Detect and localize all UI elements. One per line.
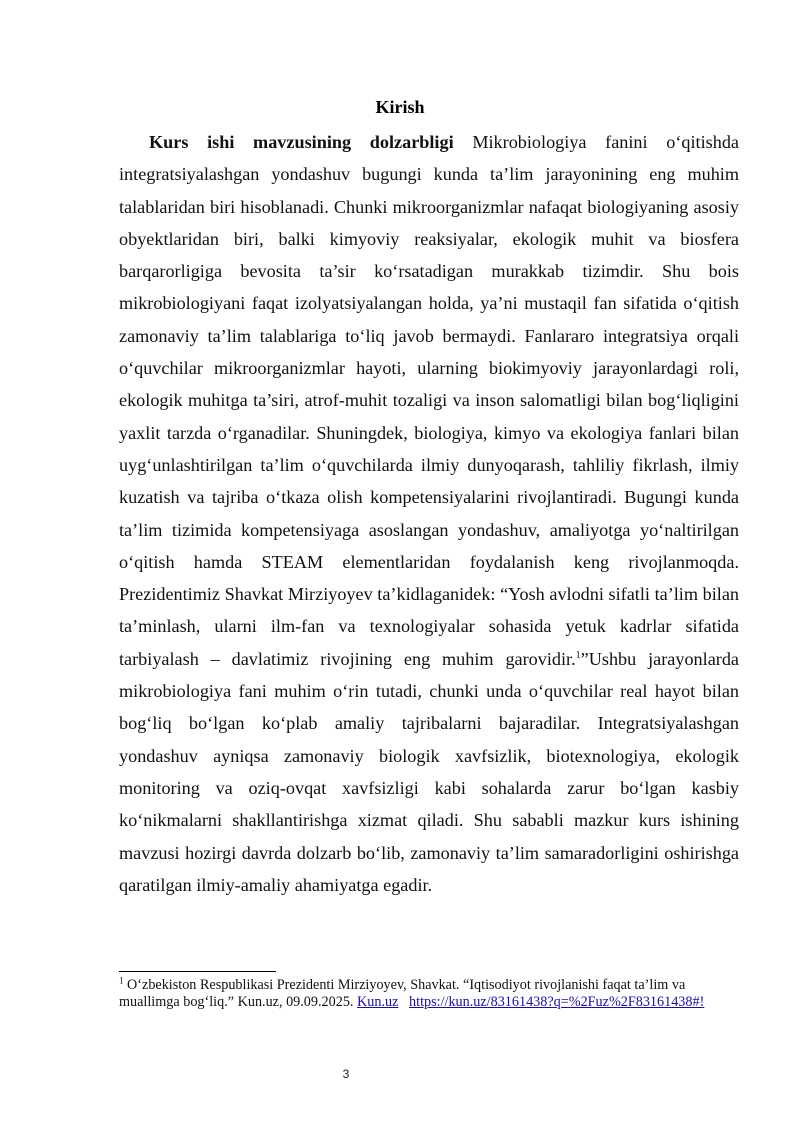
footnote-text: O‘zbekiston Respublikasi Prezidenti Mirziyoyev, Shavkat. “Iqtisodiyot rivojlanishi faqat ta’lim va muallimga bog‘liq.” Kun.uz, 09.09.2025. bbox=[119, 977, 686, 1010]
footnote-link-kun[interactable]: Kun.uz bbox=[357, 994, 399, 1010]
intro-paragraph bbox=[119, 126, 739, 901]
footnote bbox=[119, 977, 739, 1011]
section-heading: Kirish bbox=[375, 97, 425, 117]
paragraph-text-part1: Mikrobiologiya fanini o‘qitishda integratsiyalashgan yondashuv bugungi kunda ta’lim jarayonining eng muhim talablaridan biri hisoblanadi. Chunki mikroorganizmlar nafaqat biologiyaning asosiy obyektlaridan biri, balki kimyoviy reaksiyalar, ekologik muhit va biosfera barqarorligiga bevosita ta’sir ko‘rsatadigan murakkab tizimdir. Shu bois mikrobiologiyani faqat izolyatsiyalangan holda, ya’ni mustaqil fan sifatida o‘qitish zamonaviy ta’lim talablariga to‘liq javob bermaydi. Fanlararo integratsiya orqali o‘quvchilar mikroorganizmlar hayoti, ularning biokimyoviy jarayonlardagi roli, ekologik muhitga ta’siri, atrof-muhit tozaligi va inson salomatligi bilan bog‘liqligini yaxlit tarzda o‘rganadilar. Shuningdek, biologiya, kimyo va ekologiya fanlari bilan uyg‘unlashtirilgan ta’lim o‘quvchilarda ilmiy dunyoqarash, tahliliy fikrlash, ilmiy kuzatish va tajriba o‘tkaza olish kompetensiyalarini rivojlantiradi. Bugungi kunda ta’lim tizimida kompetensiyaga asoslangan yondashuv, amaliyotga yo‘naltirilgan o‘qitish hamda STEAM elementlaridan foydalanish keng rivojlanmoqda. Prezidentimiz Shavkat Mirziyoyev ta’kidlaganidek: “Yosh avlodni sifatli ta’lim bilan ta’minlash, ularni ilm-fan va texnologiyalar sohasida yetuk kadrlar sifatida tarbiyalash – davlatimiz rivojining eng muhim garovidir. bbox=[119, 132, 739, 669]
footnote-separator bbox=[119, 971, 276, 972]
footnote-link-url[interactable]: https://kun.uz/83161438?q=%2Fuz%2F83161438#! bbox=[409, 994, 705, 1010]
page-number: 3 bbox=[342, 1067, 350, 1081]
footnote-number: 1 bbox=[119, 975, 124, 986]
paragraph-text-part2: ”Ushbu jarayonlarda mikrobiologiya fani muhim o‘rin tutadi, chunki unda o‘quvchilar real hayot bilan bog‘liq bo‘lgan ko‘plab amaliy tajribalarni bajaradilar. Integratsiyalashgan yondashuv ayniqsa zamonaviy biologik xavfsizlik, biotexnologiya, ekologik monitoring va oziq-ovqat xavfsizligi kabi sohalarda zarur bo‘lgan kasbiy ko‘nikmalarni shakllantirishga xizmat qiladi. Shu sababli mazkur kurs ishining mavzusi hozirgi davrda dolzarb bo‘lib, zamonaviy ta’lim samaradorligini oshirishga qaratilgan ilmiy-amaliy ahamiyatga egadir. bbox=[119, 648, 739, 895]
footnote-reference[interactable]: 1 bbox=[575, 649, 581, 661]
paragraph-lead: Kurs ishi mavzusining dolzarbligi bbox=[149, 132, 454, 152]
